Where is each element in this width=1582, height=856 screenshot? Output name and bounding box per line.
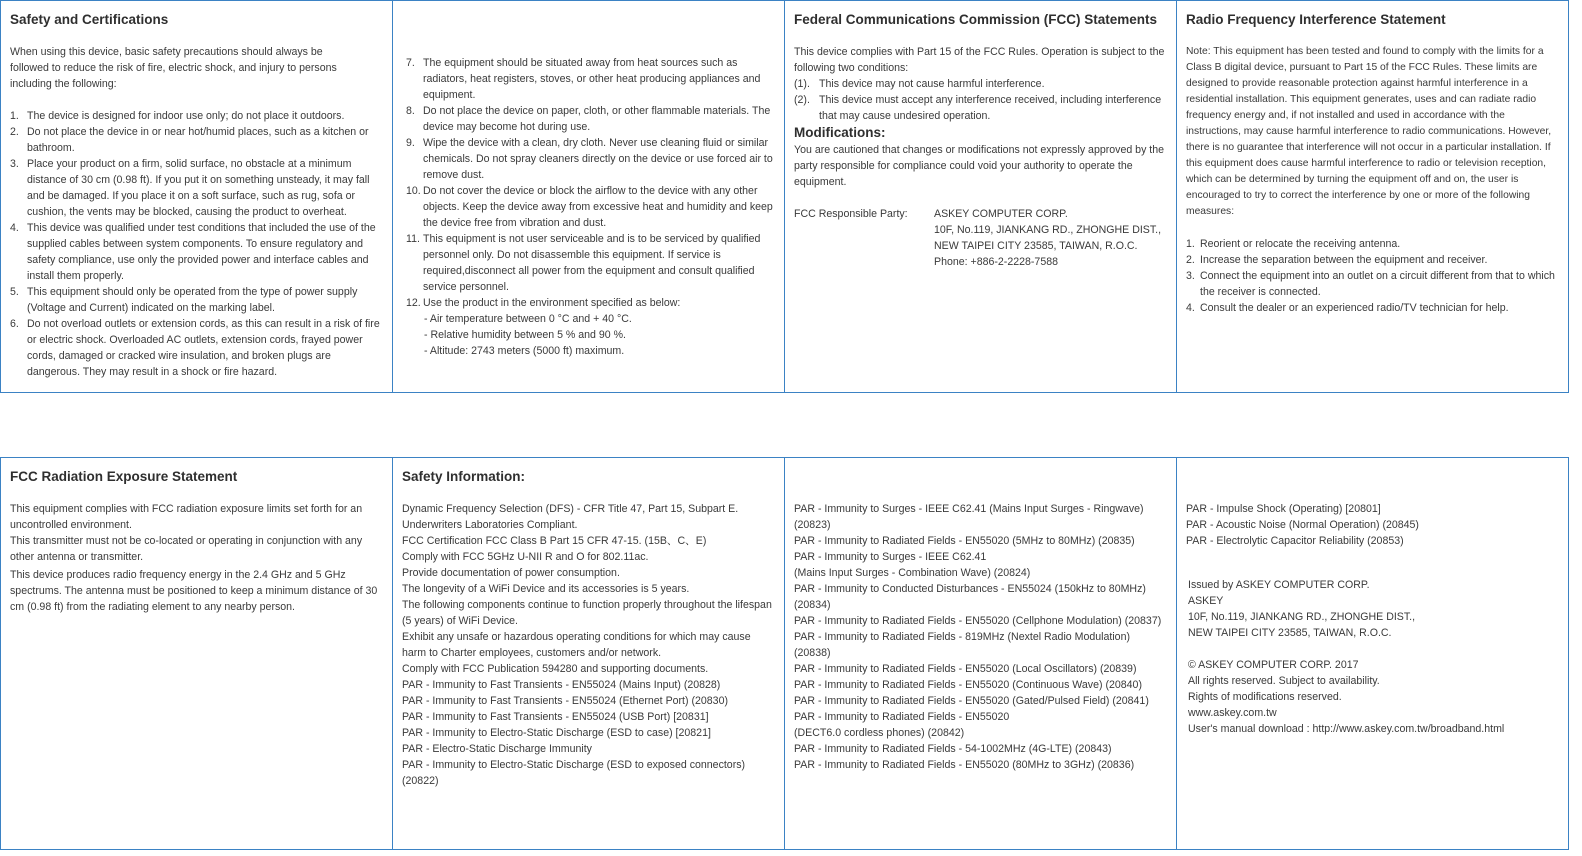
modifications-text: You are cautioned that changes or modifications not expressly approved by the party responsible for compliance could void your authority to operate the equipment.: [794, 144, 1165, 188]
text-line: PAR - Electro-Static Discharge Immunity: [402, 743, 592, 755]
list-item: [406, 103, 776, 135]
text-line: Issued by ASKEY COMPUTER CORP.: [1188, 579, 1370, 591]
section-title: Radio Frequency Interference Statement: [1186, 12, 1446, 27]
text-line: Provide documentation of power consumption.: [402, 567, 620, 579]
list-item-number: 2.: [10, 126, 19, 138]
text-line: 10F, No.119, JIANKANG RD., ZHONGHE DIST.,: [934, 224, 1162, 236]
text-line: - Altitude: 2743 meters (5000 ft) maximum.: [424, 345, 625, 357]
text-line: ASKEY: [1188, 595, 1224, 607]
fcc-conditions-list: [794, 76, 1168, 124]
text-line: Comply with FCC Publication 594280 and supporting documents.: [402, 663, 709, 675]
text-line: PAR - Immunity to Radiated Fields - EN55020 (Cellphone Modulation) (20837): [794, 615, 1162, 627]
list-item-number: 12.: [406, 297, 421, 309]
section-title: Safety Information:: [402, 469, 526, 484]
list-item-text: Connect the equipment into an outlet on a circuit different from that to which the receiver is connected.: [1200, 270, 1555, 298]
list-item-text: Do not place the device on paper, cloth, or other flammable materials. The device may become hot during use.: [423, 105, 771, 133]
text-line: PAR - Immunity to Radiated Fields - EN55020 (Gated/Pulsed Field) (20841): [794, 695, 1149, 707]
text-line: PAR - Immunity to Radiated Fields - EN55020 (Continuous Wave) (20840): [794, 679, 1142, 691]
panel-safety-continued: [392, 0, 785, 393]
list-item: [1186, 236, 1560, 252]
list-item-text: This equipment is not user serviceable and is to be serviced by qualified personnel only. Do not disassemble this equipment. If service is required,disconnect all power from the equipment and consult qualified service personnel.: [423, 233, 761, 293]
list-item: [10, 220, 384, 284]
text-line: PAR - Immunity to Surges - IEEE C62.41: [794, 551, 987, 563]
list-item-number: 9.: [406, 137, 415, 149]
list-item-number: 3.: [1186, 270, 1195, 282]
text-line: (DECT6.0 cordless phones) (20842): [794, 727, 965, 739]
list-item-number: 3.: [10, 158, 19, 170]
list-item-text: The device is designed for indoor use only; do not place it outdoors.: [27, 110, 345, 122]
environment-sublist: [406, 311, 776, 359]
text-line: 10F, No.119, JIANKANG RD., ZHONGHE DIST.,: [1188, 611, 1416, 623]
text-line: NEW TAIPEI CITY 23585, TAIWAN, R.O.C.: [934, 240, 1138, 252]
modifications-title: Modifications:: [794, 125, 886, 140]
text-line: PAR - Immunity to Electro-Static Discharge (ESD to exposed connectors) (20822): [402, 759, 746, 787]
party-label: FCC Responsible Party:: [794, 208, 908, 220]
text-line: ASKEY COMPUTER CORP.: [934, 208, 1068, 220]
party-address: [934, 206, 1168, 270]
list-item-number: (2).: [794, 94, 810, 106]
list-item-number: 7.: [406, 57, 415, 69]
list-item: [794, 92, 1168, 124]
list-item: [406, 183, 776, 231]
list-item: [10, 156, 384, 220]
list-item-number: 10.: [406, 185, 421, 197]
text-line: (Mains Input Surges - Combination Wave) (20824): [794, 567, 1031, 579]
list-item-text: Use the product in the environment specified as below:: [423, 297, 681, 309]
text-line: Dynamic Frequency Selection (DFS) - CFR Title 47, Part 15, Subpart E.: [402, 503, 739, 515]
par-immunity-lines: [794, 501, 1168, 773]
list-item-number: 6.: [10, 318, 19, 330]
text-line: PAR - Electrolytic Capacitor Reliability (20853): [1186, 535, 1404, 547]
list-item: [1186, 252, 1560, 268]
issuer-address: [1186, 577, 1560, 641]
list-item-text: Wipe the device with a clean, dry cloth. Never use cleaning fluid or similar chemicals. Do not spray cleaners directly on the device or use forced air to remove dust.: [423, 137, 773, 181]
text-line: Underwriters Laboratories Compliant.: [402, 519, 578, 531]
list-item-number: 4.: [10, 222, 19, 234]
list-item: [406, 295, 776, 311]
list-item: [406, 55, 776, 103]
list-item-text: Do not cover the device or block the airflow to the device with any other objects. Keep the device away from excessive heat and humidity and keep the device free from vibration and dust.: [423, 185, 773, 229]
panel-rf-interference: [1176, 0, 1569, 393]
list-item-number: 8.: [406, 105, 415, 117]
measures-list: [1186, 236, 1560, 316]
text-line: PAR - Immunity to Fast Transients - EN55024 (USB Port) [20831]: [402, 711, 709, 723]
text-line: PAR - Immunity to Conducted Disturbances - EN55024 (150kHz to 80MHz) (20834): [794, 583, 1146, 611]
list-item-number: 5.: [10, 286, 19, 298]
list-item-text: This device may not cause harmful interference.: [819, 78, 1045, 90]
list-item: [10, 108, 384, 124]
list-item-text: Place your product on a firm, solid surface, no obstacle at a minimum distance of 30 cm (0.98 ft). If you put it on something unsteady, it may fall and be damaged. If you place it on a soft surface, such as rug, sofa or cushion, the vents may be blocked, causing the product to overheat.: [27, 158, 370, 218]
list-item-text: Increase the separation between the equipment and receiver.: [1200, 254, 1488, 266]
text-line: The following components continue to function properly throughout the lifespan (5 years) of WiFi Device.: [402, 599, 772, 627]
list-item: [10, 316, 384, 380]
paragraph: This device produces radio frequency energy in the 2.4 GHz and 5 GHz spectrums. The antenna must be positioned to keep a minimum distance of 30 cm (0.98 ft) from the radiating element to any nearby person.: [10, 569, 378, 613]
text-line: PAR - Immunity to Radiated Fields - EN55020: [794, 711, 1010, 723]
paragraph: This transmitter must not be co-located or operating in conjunction with any other antenna or transmitter.: [10, 535, 363, 563]
text-line: Exhibit any unsafe or hazardous operating conditions for which may cause harm to Charter employees, customers and/or network.: [402, 631, 751, 659]
list-item: [10, 124, 384, 156]
text-line: Comply with FCC 5GHz U-NII R and O for 802.11ac.: [402, 551, 649, 563]
safety-list: [10, 108, 384, 380]
text-line: - Air temperature between 0 °C and + 40 °C.: [424, 313, 632, 325]
panel-safety-certifications: [0, 0, 393, 393]
text-line: PAR - Impulse Shock (Operating) [20801]: [1186, 503, 1381, 515]
list-item-text: Consult the dealer or an experienced radio/TV technician for help.: [1200, 302, 1509, 314]
text-line: PAR - Immunity to Electro-Static Discharge (ESD to case) [20821]: [402, 727, 711, 739]
paragraph: This equipment complies with FCC radiation exposure limits set forth for an uncontrolled environment.: [10, 503, 363, 531]
list-item-number: 1.: [1186, 238, 1195, 250]
text-line: PAR - Immunity to Radiated Fields - EN55020 (Local Oscillators) (20839): [794, 663, 1137, 675]
list-item: [794, 76, 1168, 92]
section-title: FCC Radiation Exposure Statement: [10, 469, 238, 484]
safety-list-continued: [406, 55, 776, 311]
copyright-block: [1186, 657, 1560, 721]
text-line: PAR - Immunity to Surges - IEEE C62.41 (Mains Input Surges - Ringwave) (20823): [794, 503, 1144, 531]
text-line: Rights of modifications reserved.: [1188, 691, 1342, 703]
list-item-number: (1).: [794, 78, 810, 90]
list-item: [1186, 300, 1560, 316]
text-line: PAR - Immunity to Radiated Fields - 819MHz (Nextel Radio Modulation) (20838): [794, 631, 1130, 659]
manual-download-link[interactable]: User's manual download : http://www.askey.com.tw/broadband.html: [1188, 723, 1505, 735]
list-item-text: Do not overload outlets or extension cords, as this can result in a risk of fire or electric shock. Overloaded AC outlets, extension cords, frayed power cords, damaged or cracked wire insulation, and broken plugs are dangerous. They may result in a shock or fire hazard.: [27, 318, 380, 378]
list-item: [1186, 268, 1560, 300]
par-extra-lines: [1186, 501, 1560, 549]
list-item-text: Reorient or relocate the receiving antenna.: [1200, 238, 1401, 250]
text-line: All rights reserved. Subject to availability.: [1188, 675, 1380, 687]
panel-safety-information: [392, 457, 785, 850]
text-line: The longevity of a WiFi Device and its accessories is 5 years.: [402, 583, 690, 595]
list-item-text: This device was qualified under test conditions that included the use of the supplied cables between system components. To ensure regulatory and safety compliance, use only the provided power and interface cables and install them properly.: [27, 222, 376, 282]
text-line: PAR - Immunity to Radiated Fields - EN55020 (80MHz to 3GHz) (20836): [794, 759, 1135, 771]
text-line: PAR - Immunity to Fast Transients - EN55024 (Mains Input) (20828): [402, 679, 721, 691]
list-item-text: Do not place the device in or near hot/humid places, such as a kitchen or bathroom.: [27, 126, 369, 154]
list-item-number: 2.: [1186, 254, 1195, 266]
panel-fcc-statements: [784, 0, 1177, 393]
text-line: FCC Certification FCC Class B Part 15 CFR 47-15. (15B、C、E): [402, 535, 707, 547]
section-title: Federal Communications Commission (FCC) Statements: [794, 12, 1158, 27]
text-line: PAR - Immunity to Fast Transients - EN55024 (Ethernet Port) (20830): [402, 695, 728, 707]
text-line: PAR - Immunity to Radiated Fields - 54-1002MHz (4G-LTE) (20843): [794, 743, 1112, 755]
panel-radiation-exposure: [0, 457, 393, 850]
panel-issuer-info: [1176, 457, 1569, 850]
list-item-number: 11.: [406, 233, 420, 245]
section-title: Safety and Certifications: [10, 12, 169, 27]
list-item-text: The equipment should be situated away from heat sources such as radiators, heat registers, stoves, or other heat producing appliances and equipment.: [423, 57, 761, 101]
panel-par-immunity: [784, 457, 1177, 850]
text-line: NEW TAIPEI CITY 23585, TAIWAN, R.O.C.: [1188, 627, 1392, 639]
list-item: [406, 135, 776, 183]
list-item: [406, 231, 776, 295]
intro-text: This device complies with Part 15 of the FCC Rules. Operation is subject to the following two conditions:: [794, 46, 1165, 74]
list-item-number: 4.: [1186, 302, 1195, 314]
intro-text: Note: This equipment has been tested and found to comply with the limits for a Class B digital device, pursuant to Part 15 of the FCC Rules. These limits are designed to provide reasonable protection against harmful interference in a residential installation. This equipment generates, uses and can radiate radio frequency energy and, if not installed and used in accordance with the instructions, may cause harmful interference to radio communications. However, there is no guarantee that interference will not occur in a particular installation. If this equipment does cause harmful interference to radio or television reception, which can be determined by turning the equipment off and on, the user is encouraged to try to correct the interference by one or more of the following measures:: [1186, 46, 1552, 217]
list-item-text: This equipment should only be operated from the type of power supply (Voltage and Current) indicated on the marking label.: [27, 286, 358, 314]
list-item-number: 1.: [10, 110, 19, 122]
text-line: © ASKEY COMPUTER CORP. 2017: [1188, 659, 1359, 671]
safety-info-lines: [402, 501, 776, 789]
text-line: PAR - Immunity to Radiated Fields - EN55020 (5MHz to 80MHz) (20835): [794, 535, 1135, 547]
intro-text: When using this device, basic safety precautions should always be followed to reduce the risk of fire, electric shock, and injury to persons including the following:: [10, 46, 337, 90]
list-item: [10, 284, 384, 316]
text-line: PAR - Acoustic Noise (Normal Operation) (20845): [1186, 519, 1419, 531]
text-line: www.askey.com.tw: [1188, 707, 1277, 719]
responsible-party: [794, 206, 1168, 270]
text-line: Phone: +886-2-2228-7588: [934, 256, 1058, 268]
text-line: - Relative humidity between 5 % and 90 %.: [424, 329, 626, 341]
list-item-text: This device must accept any interference received, including interference that may cause undesired operation.: [819, 94, 1162, 122]
